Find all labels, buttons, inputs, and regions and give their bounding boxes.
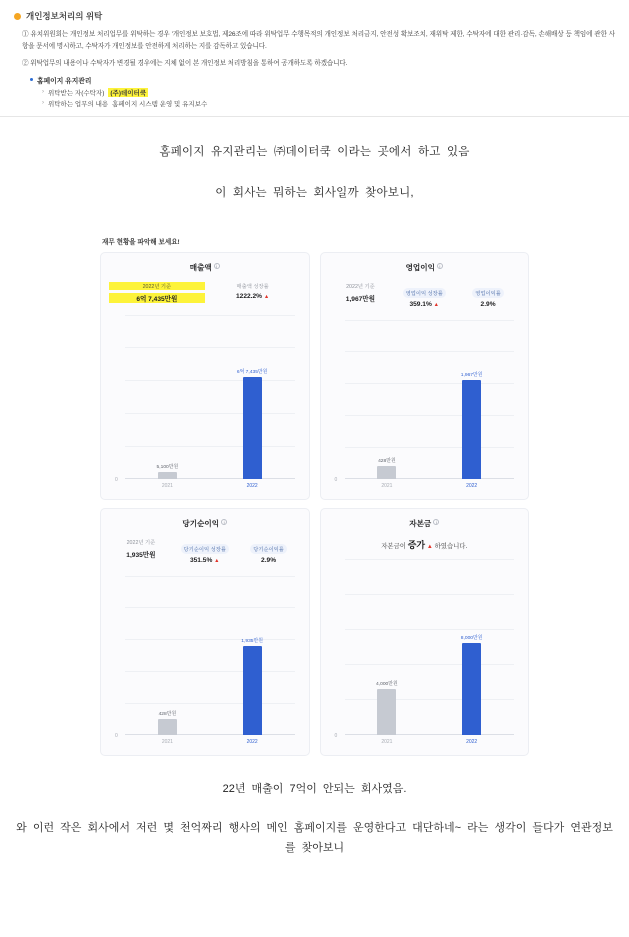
card-stats <box>329 282 521 308</box>
stat-base-year: 2022년 기준 6억 7,435만원 <box>109 282 205 303</box>
privacy-notice-header <box>14 10 615 22</box>
chart-x-labels: 2021 2022 <box>381 739 478 746</box>
chart-bars <box>345 559 515 735</box>
privacy-notice-title: 개인정보처리의 위탁 <box>26 11 103 21</box>
bar-chart-revenue <box>115 315 295 493</box>
task-label: 위탁하는 업무의 내용 <box>48 100 109 108</box>
stat-growth-value: 351.5% ▲ <box>189 556 220 564</box>
card-stats <box>109 538 301 564</box>
stat-base-year: 2022년 기준 1,935만원 <box>126 539 156 559</box>
stat-margin: 당기순이익률 2.9% <box>237 538 301 564</box>
task-value: 홈페이지 시스템 운영 및 유지보수 <box>112 100 208 108</box>
narrative-line-4: 와 이런 작은 회사에서 저런 몇 천억짜리 행사의 메인 홈페이지를 운영한다고 대단하네~ 라는 생각이 들다가 연관정보를 찾아보니 <box>16 821 613 855</box>
chart-zero-label: 0 <box>334 732 338 739</box>
bullet-dot-icon <box>14 13 21 20</box>
privacy-notice-section <box>0 0 629 116</box>
card-stats <box>109 282 301 303</box>
stat-growth-value: 359.1% ▲ <box>409 300 440 308</box>
finance-card-capital[interactable] <box>320 508 530 756</box>
info-icon[interactable]: i <box>433 519 439 525</box>
bar-prev <box>158 472 177 479</box>
chart-zero-label: 0 <box>115 476 118 483</box>
chart-bars <box>125 576 295 735</box>
up-arrow-icon: ▲ <box>214 557 220 564</box>
info-icon[interactable]: i <box>221 519 227 525</box>
stat-growth: 매출액 성장률 1222.2% ▲ <box>205 282 301 300</box>
outsourcing-trustee-row <box>42 88 615 97</box>
chart-zero-label: 0 <box>334 476 338 483</box>
square-bullet-icon <box>30 78 33 81</box>
finance-card-grid <box>100 252 529 756</box>
bar-column-current: 1,935만원 <box>213 576 291 735</box>
finance-card-operating-profit[interactable] <box>320 252 530 500</box>
chart-x-labels: 2021 2022 <box>161 739 258 746</box>
bar-prev <box>158 719 177 735</box>
narrative-line-3: 22년 매출이 7억이 안되는 회사였음. <box>222 782 407 795</box>
bar-column-prev: 428만원 <box>128 576 206 735</box>
dash-icon: › <box>42 100 44 107</box>
outsourcing-item-label: 홈페이지 유지관리 <box>37 77 92 85</box>
stat-margin: 영업이익률 2.9% <box>456 282 520 308</box>
capital-summary: 자본금이 증가 ▲ 하였습니다. <box>381 539 468 550</box>
info-icon[interactable]: i <box>214 263 220 269</box>
trustee-value: (주)데이터쿡 <box>110 89 147 97</box>
bar-current <box>243 377 262 479</box>
up-arrow-icon: ▲ <box>426 543 433 550</box>
stat-growth-value: 1222.2% ▲ <box>236 292 270 300</box>
chart-x-labels: 2021 2022 <box>381 483 478 490</box>
chart-bars <box>345 320 515 479</box>
up-arrow-icon: ▲ <box>433 301 440 308</box>
bar-column-current: 6억 7,435만원 <box>213 315 291 479</box>
bar-column-prev: 4,000만원 <box>348 559 426 735</box>
chart-zero-label: 0 <box>115 732 118 739</box>
card-title: 매출액 i <box>109 262 301 273</box>
finance-card-revenue[interactable] <box>100 252 310 500</box>
bar-column-current: 8,000만원 <box>433 559 511 735</box>
narrative-line-1: 홈페이지 유지관리는 ㈜데이터쿡 이라는 곳에서 하고 있음 <box>159 145 470 158</box>
section-divider <box>0 116 629 117</box>
bar-chart-net-income <box>115 576 295 749</box>
narrative-line-2: 이 회사는 뭐하는 회사일까 찾아보니, <box>215 186 414 199</box>
card-title: 자본금 i <box>329 518 521 529</box>
stat-base-year: 2022년 기준 1,967만원 <box>345 283 376 303</box>
privacy-paragraph-2: ② 위탁업무의 내용이나 수탁자가 변경될 경우에는 지체 없이 본 개인정보 처리방침을 통하여 공개하도록 하겠습니다. <box>22 60 348 68</box>
bar-column-prev: 428만원 <box>348 320 426 479</box>
chart-bars <box>125 315 295 479</box>
finance-card-net-income[interactable] <box>100 508 310 756</box>
bar-chart-operating-profit <box>335 320 515 493</box>
outsourcing-item <box>30 75 615 85</box>
finance-section <box>0 236 629 756</box>
chart-x-labels: 2021 2022 <box>161 483 258 490</box>
bar-column-current: 1,967만원 <box>433 320 511 479</box>
bar-current <box>243 646 262 735</box>
outsourcing-task-row <box>42 99 615 108</box>
up-arrow-icon: ▲ <box>263 293 270 300</box>
dash-icon: › <box>42 89 44 96</box>
bar-current <box>462 643 481 735</box>
stat-growth: 영업이익 성장률 359.1% ▲ <box>392 282 456 308</box>
bar-prev <box>377 689 396 735</box>
bar-column-prev: 5,100만원 <box>128 315 206 479</box>
bar-current <box>462 380 481 479</box>
bar-prev <box>377 466 396 479</box>
trustee-label: 위탁받는 자(수탁자) <box>48 89 105 97</box>
stat-growth: 당기순이익 성장률 351.5% ▲ <box>173 538 237 564</box>
finance-section-title: 재무 현황을 파악해 보세요! <box>102 238 180 246</box>
bar-chart-capital <box>335 559 515 749</box>
info-icon[interactable]: i <box>437 263 443 269</box>
privacy-paragraph-1: ① 유치위원회는 개인정보 처리업무를 위탁하는 경우 '개인정보 보호법, 제26조에 따라 위탁업무 수행목적의 개인정보 처리금지, 안전성 확보조치, 재위탁 제한, 수탁자에 대한 관리·감독, 손해배상 등 책임에 관한 사항을 문서에 명시하고, 수탁자가 개인정보를 안전하게 처리하는 지를 감독하고 있습니다. <box>22 31 615 50</box>
card-title: 영업이익 i <box>329 262 521 273</box>
card-title: 당기순이익 i <box>109 518 301 529</box>
